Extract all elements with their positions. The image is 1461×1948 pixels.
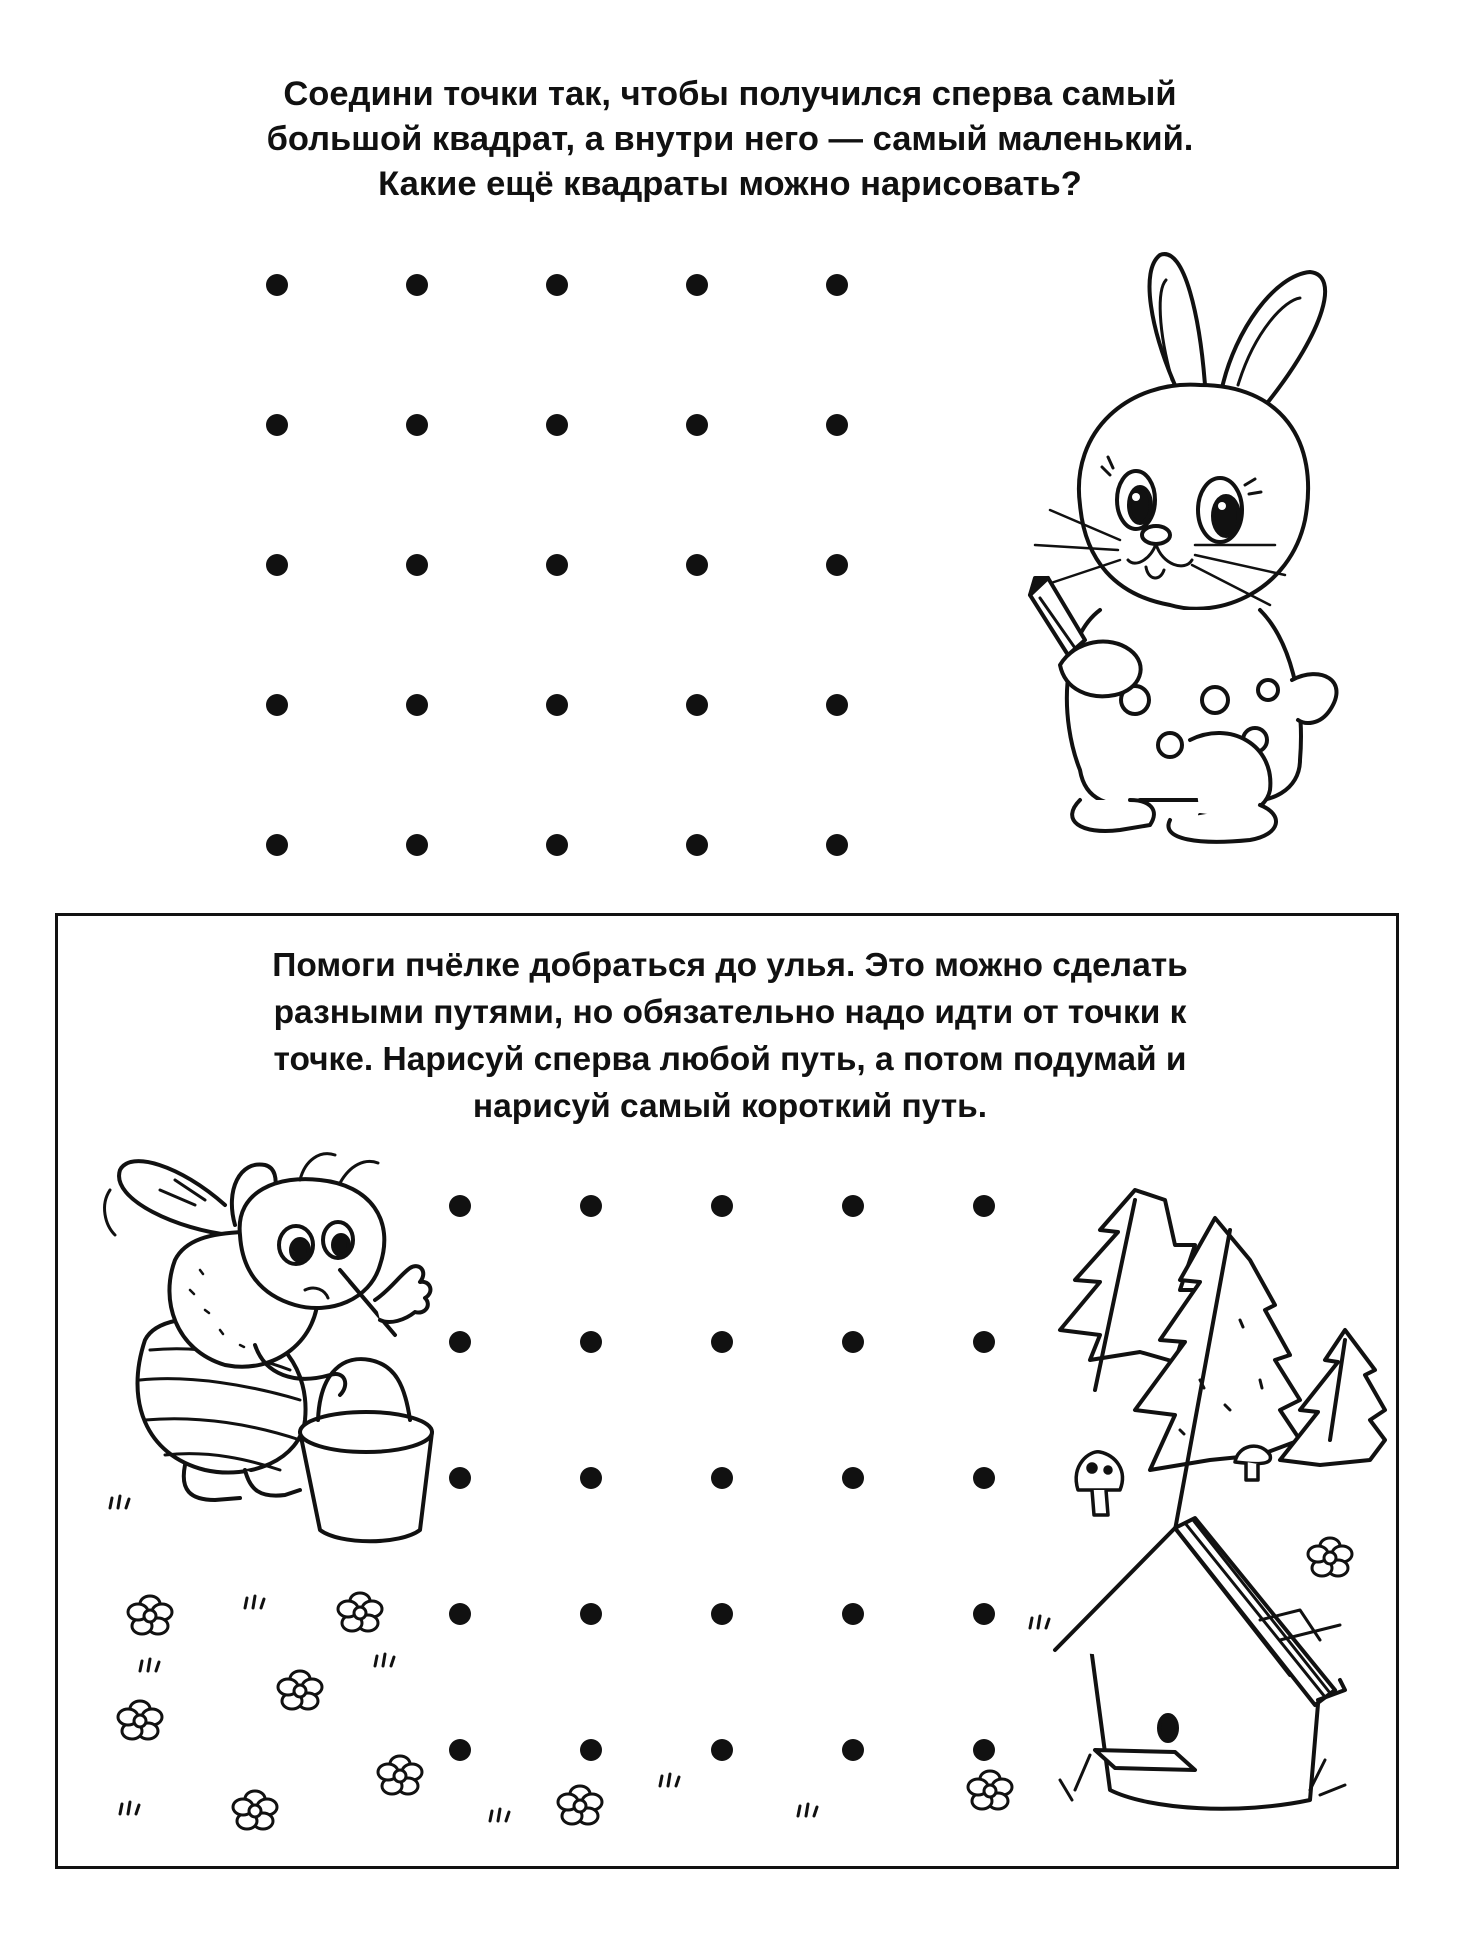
task2-dot-r2c5[interactable] [973,1331,995,1353]
task1-dot-r5c3[interactable] [546,834,568,856]
task2-dot-r2c3[interactable] [711,1331,733,1353]
grass-tuft-icon [110,1496,1049,1821]
task2-dot-r3c5[interactable] [973,1467,995,1489]
task1-dot-r3c3[interactable] [546,554,568,576]
task1-dot-r2c5[interactable] [826,414,848,436]
task1-dot-r1c5[interactable] [826,274,848,296]
task1-dot-r2c1[interactable] [266,414,288,436]
task1-dot-r2c3[interactable] [546,414,568,436]
bee-with-bucket-icon [105,1154,432,1542]
task1-dot-r4c3[interactable] [546,694,568,716]
task2-dot-r3c2[interactable] [580,1467,602,1489]
task1-dot-r4c4[interactable] [686,694,708,716]
task1-dot-r5c4[interactable] [686,834,708,856]
task2-dot-r1c4[interactable] [842,1195,864,1217]
task1-dot-r5c5[interactable] [826,834,848,856]
task2-dot-r3c3[interactable] [711,1467,733,1489]
task2-dot-r3c4[interactable] [842,1467,864,1489]
task1-dot-r1c2[interactable] [406,274,428,296]
task2-dot-r1c2[interactable] [580,1195,602,1217]
task1-dot-r1c1[interactable] [266,274,288,296]
task2-dot-r4c5[interactable] [973,1603,995,1625]
task2-line-3: точке. Нарисуй сперва любой путь, а потом подумай и [273,1041,1187,1078]
task1-dot-r4c1[interactable] [266,694,288,716]
task1-dot-grid[interactable] [266,274,848,856]
task2-dot-r2c4[interactable] [842,1331,864,1353]
task1-dot-r2c2[interactable] [406,414,428,436]
task2-dot-grid[interactable] [449,1195,995,1761]
beehive-house-icon [1055,1518,1345,1809]
bunny-with-pencil-icon [1030,254,1336,842]
task1-dot-r1c4[interactable] [686,274,708,296]
task1-line-2: большой квадрат, а внутри него — самый маленький. [266,120,1194,158]
task2-line-4: нарисуй самый короткий путь. [472,1088,988,1125]
task1-line-3: Какие ещё квадраты можно нарисовать? [378,165,1082,203]
task1-dot-r3c1[interactable] [266,554,288,576]
task2-dot-r4c4[interactable] [842,1603,864,1625]
task2-dot-r5c4[interactable] [842,1739,864,1761]
task1-dot-r4c2[interactable] [406,694,428,716]
task1-dot-r4c5[interactable] [826,694,848,716]
task2-dot-r5c3[interactable] [711,1739,733,1761]
task1-dot-r3c2[interactable] [406,554,428,576]
task2-dot-r4c1[interactable] [449,1603,471,1625]
task1-dot-r5c2[interactable] [406,834,428,856]
task2-line-2: разными путями, но обязательно надо идти от точки к [273,994,1187,1031]
task1-dot-r3c4[interactable] [686,554,708,576]
task2-dot-r2c2[interactable] [580,1331,602,1353]
task2-dot-r5c1[interactable] [449,1739,471,1761]
task1-dot-r1c3[interactable] [546,274,568,296]
task1-dot-r2c4[interactable] [686,414,708,436]
task2-dot-r1c5[interactable] [973,1195,995,1217]
task2-line-1: Помоги пчёлке добраться до улья. Это можно сделать [272,947,1188,984]
task1-line-1: Соедини точки так, чтобы получился сперва самый [283,75,1177,113]
task2-dot-r2c1[interactable] [449,1331,471,1353]
task2-dot-r5c2[interactable] [580,1739,602,1761]
task2-dot-r4c3[interactable] [711,1603,733,1625]
task2-dot-r3c1[interactable] [449,1467,471,1489]
task1-dot-r5c1[interactable] [266,834,288,856]
task2-dot-r4c2[interactable] [580,1603,602,1625]
task1-dot-r3c5[interactable] [826,554,848,576]
task2-dot-r1c1[interactable] [449,1195,471,1217]
task2-dot-r1c3[interactable] [711,1195,733,1217]
task2-dot-r5c5[interactable] [973,1739,995,1761]
